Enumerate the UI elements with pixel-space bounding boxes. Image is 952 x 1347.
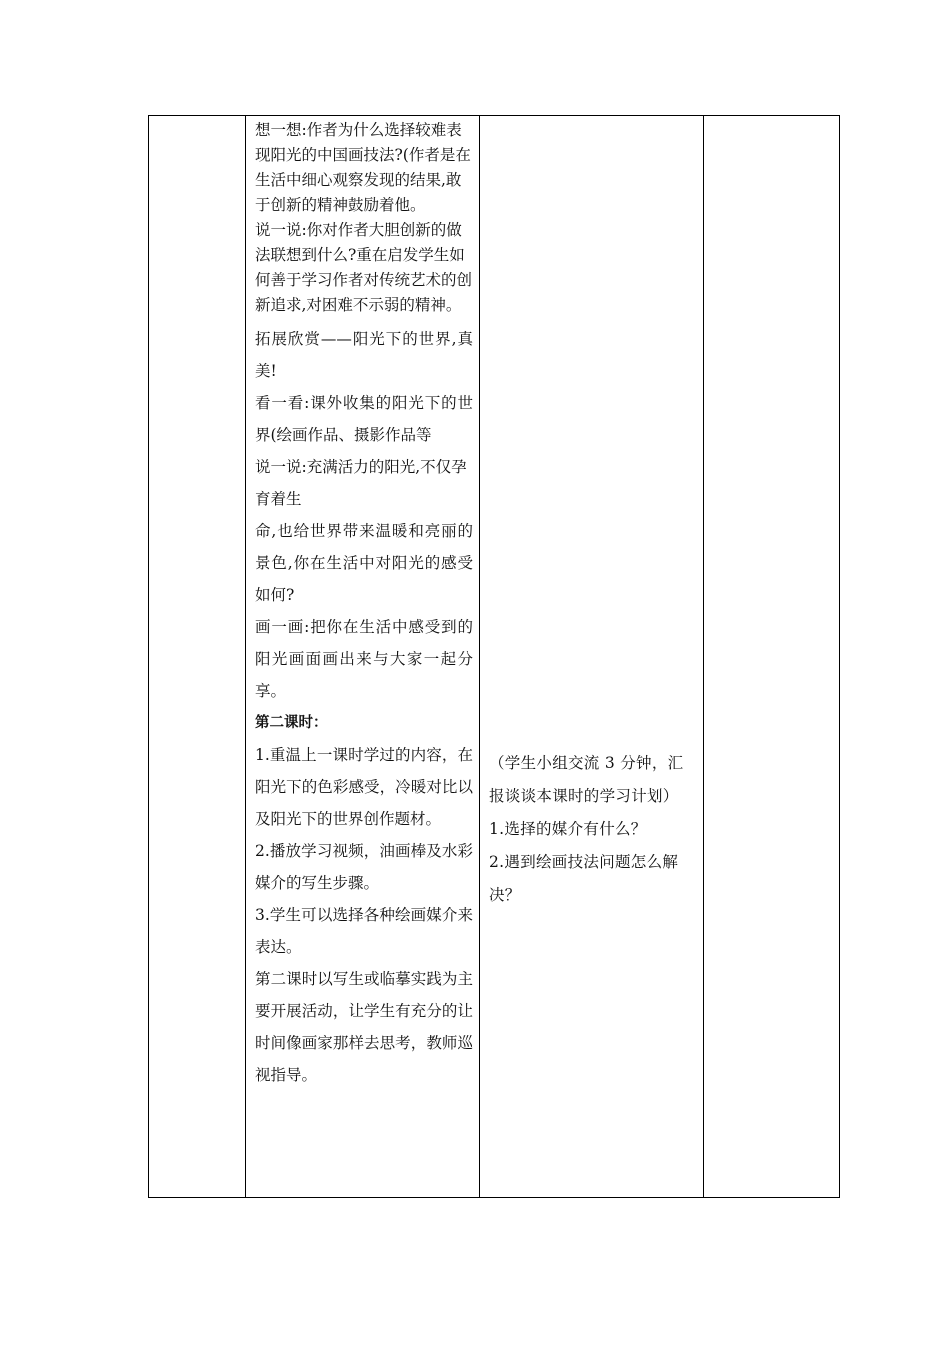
- extend-paragraph: 拓展欣赏——阳光下的世界,真美!: [255, 330, 473, 380]
- table-border-bottom: [148, 1197, 840, 1198]
- table-divider-1: [245, 115, 246, 1198]
- group-discussion-text: （学生小组交流 3 分钟，汇报谈谈本课时的学习计划）: [489, 754, 684, 805]
- teaching-activities-cell: [255, 118, 473, 1091]
- say-sun-paragraph-a: 说一说:充满活力的阳光,不仅孕育着生: [255, 458, 467, 508]
- table-border-left: [148, 115, 149, 1198]
- look-paragraph: 看一看:课外收集的阳光下的世界(绘画作品、摄影作品等: [255, 394, 473, 444]
- step-one: 1.重温上一课时学过的内容，在阳光下的色彩感受，冷暖对比以及阳光下的世界创作题材。: [255, 746, 473, 828]
- lesson-two-summary: 第二课时以写生或临摹实践为主要开展活动，让学生有充分的让时间像画家那样去思考，教师巡视指导。: [255, 970, 473, 1084]
- question-two: 2.遇到绘画技法问题怎么解决？: [489, 853, 679, 904]
- step-two: 2.播放学习视频，油画棒及水彩媒介的写生步骤。: [255, 842, 473, 892]
- question-one: 1.选择的媒介有什么？: [489, 820, 647, 838]
- table-divider-3: [703, 115, 704, 1198]
- say-sun-paragraph-b: 命,也给世界带来温暖和亮丽的景色,你在生活中对阳光的感受如何?: [255, 522, 473, 604]
- table-border-top: [148, 115, 840, 116]
- student-activities-cell: [489, 747, 697, 912]
- say-paragraph: 说一说:你对作者大胆创新的做法联想到什么?重在启发学生如何善于学习作者对传统艺术的创新追求,对困难不示弱的精神。: [255, 221, 473, 314]
- table-border-right: [839, 115, 840, 1198]
- table-divider-2: [479, 115, 480, 1198]
- draw-paragraph: 画一画:把你在生活中感受到的阳光画面画出来与大家一起分享。: [255, 618, 473, 700]
- think-paragraph: 想一想:作者为什么选择较难表现阳光的中国画技法?(作者是在生活中细心观察发现的结果,敢于创新的精神鼓励着他。: [255, 121, 471, 214]
- step-three: 3.学生可以选择各种绘画媒介来表达。: [255, 906, 473, 956]
- lesson-two-heading: 第二课时：: [255, 715, 328, 731]
